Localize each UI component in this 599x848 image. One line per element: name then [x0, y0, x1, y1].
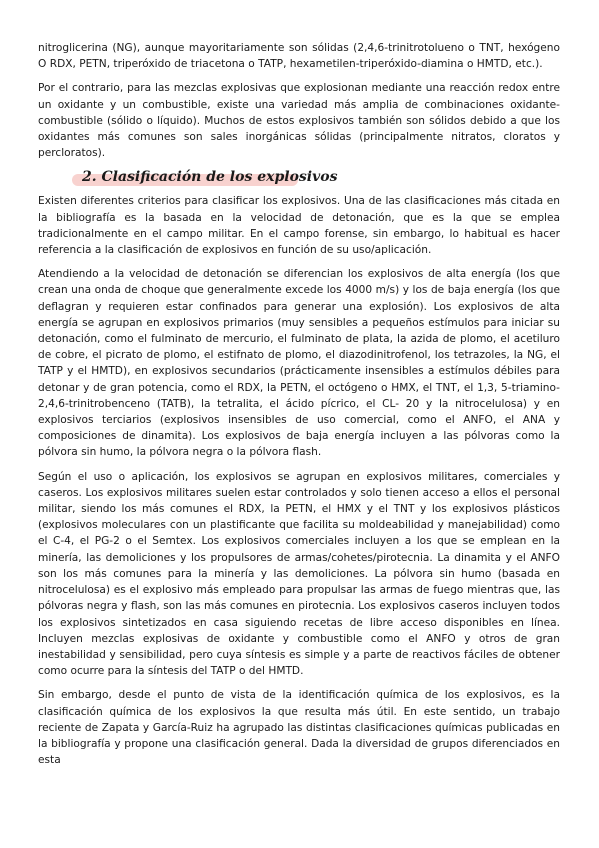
section-heading: 2. Clasificación de los explosivos [82, 169, 338, 186]
paragraph-chemical-classification: Sin embargo, desde el punto de vista de la identificación química de los explosivos, es la clasificación química de los explosivos la que resulta más útil. En este sentido, un trabajo reciente de Zapata y García-Ruiz ha agrupado las distintas clasificaciones químicas publicadas en la bibliografía y propone una clasificación general. Dada la diversidad de grupos diferenciados en esta [38, 689, 560, 767]
paragraph-use-application: Según el uso o aplicación, los explosivos se agrupan en explosivos militares, comerciales y caseros. Los explosivos militares suelen estar controlados y solo tienen acceso a ellos el personal militar, siendo los más comunes el RDX, la PETN, el HMX y el TNT y los explosivos plásticos (explosivos moleculares con un plastificante que facilita su moldeabilidad y manejabilidad) como el C-4, el PG-2 o el Semtex. Los explosivos comerciales incluyen a los que se emplean en la minería, las demoliciones y los propulsores de armas/cohetes/pirotecnia. La dinamita y el ANFO son los más comunes para la minería y las demoliciones. La pólvora sin humo (basada en nitrocelulosa) es el explosivo más empleado para propulsar las armas de fuego mientras que, las pólvoras negra y flash, son las más comunes en pirotecnia. Los explosivos caseros incluyen todos los explosivos sintetizados en casa siguiendo recetas de libre acceso disponibles en línea. Incluyen mezclas explosivas de oxidante y combustible como el ANFO y otros de gran inestabilidad y sensibilidad, pero cuya síntesis es simple y a parte de reactivos fáciles de obtener como ocurre para la síntesis del TATP o del HMTD. [38, 470, 560, 678]
section-heading-block [64, 167, 560, 189]
paragraph-detonation-velocity: Atendiendo a la velocidad de detonación se diferencian los explosivos de alta energía (los que crean una onda de choque que generalmente excede los 4000 m/s) y los de baja energía (los que deflagran y requieren estar confinados para generar una explosión). Los explosivos de alta energía se agrupan en explosivos primarios (muy sensibles a pequeños estímulos para iniciar su detonación, como el fulminato de mercurio, el fulminato de plata, la azida de plomo, el acetiluro de cobre, el picrato de plomo, el estifnato de plomo, el diazodinitrofenol, los tetrazoles, la NG, el TATP y el HMTD), en explosivos secundarios (prácticamente insensibles a estímulos débiles para detonar y de gran potencia, como el RDX, la PETN, el octógeno o HMX, el TNT, el 1,3, 5-triamino-2,4,6-trinitrobenceno (TATB), la tetralita, el ácido pícrico, el CL- 20 y la nitrocelulosa) y en explosivos terciarios (explosivos insensibles de uso comercial, como el ANFO, el ANA y composiciones de dinamita). Los explosivos de baja energía incluyen a las pólvoras como la pólvora sin humo, la pólvora negra o la pólvora flash. [38, 268, 560, 459]
paragraph-mixtures: Por el contrario, para las mezclas explosivas que explosionan mediante una reacción redox entre un oxidante y un combustible, existe una variedad más amplia de combinaciones oxidante-combustible (sólido o líquido). Muchos de estos explosivos también son sólidos debido a que los oxidantes más comunes son sales inorgánicas sólidas (principalmente nitratos, cloratos y percloratos). [38, 82, 560, 160]
document-body [38, 40, 560, 776]
paragraph-intro-continuation: nitroglicerina (NG), aunque mayoritariamente son sólidas (2,4,6-trinitrotolueno o TNT, hexógeno O RDX, PETN, triperóxido de triacetona o TATP, hexametilen-triperóxido-diamina o HMTD, etc.). [38, 42, 560, 71]
paragraph-classification-criteria: Existen diferentes criterios para clasificar los explosivos. Una de las clasificaciones más citada en la bibliografía es la basada en la velocidad de detonación, que es la que se emplea tradicionalmente en el campo militar. En el campo forense, sin embargo, lo habitual es hacer referencia a la clasificación de explosivos en función de su uso/aplicación. [38, 195, 560, 257]
